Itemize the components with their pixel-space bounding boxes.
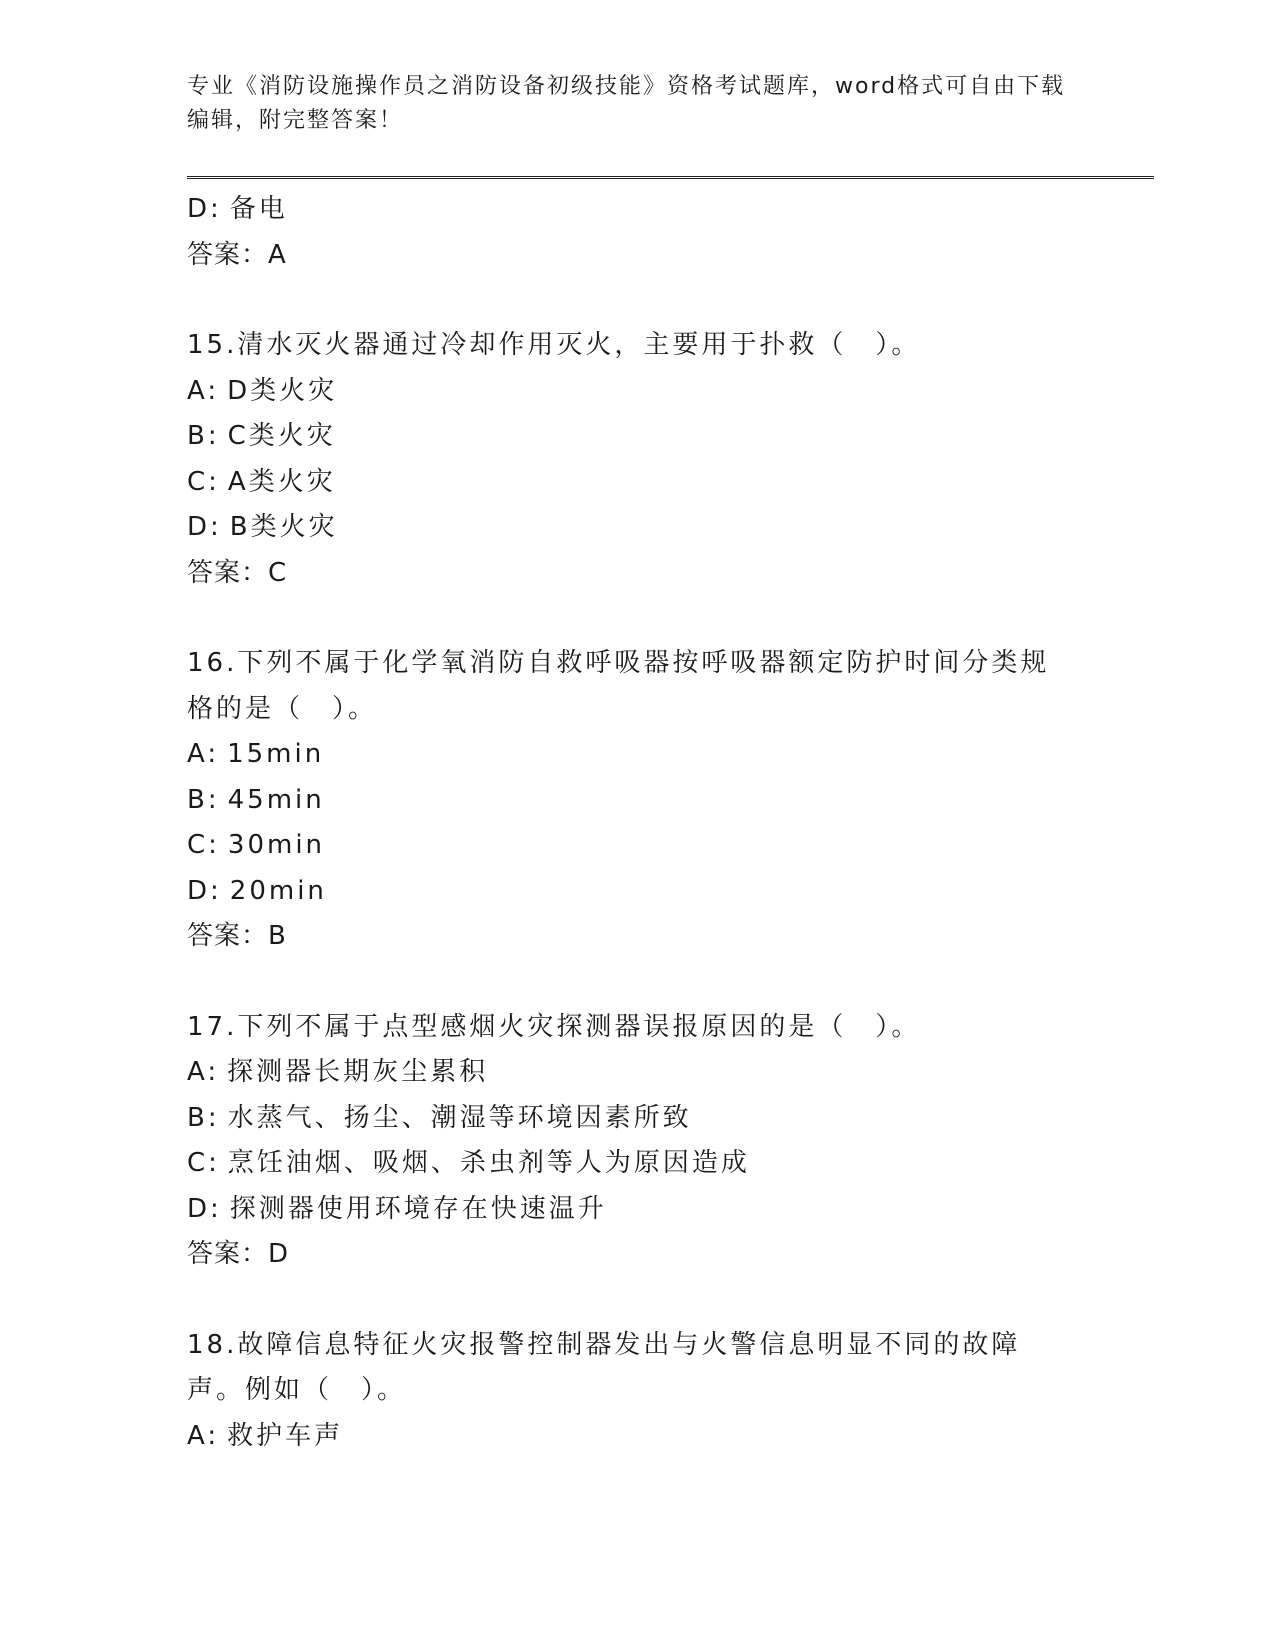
option-line [187,414,1077,460]
question-text: 下列不属于化学氧消防自救呼吸器按呼吸器额定防护时间分类规格的是（ ）。 [187,648,1050,724]
question-text: 下列不属于点型感烟火灾探测器误报原因的是（ ）。 [237,1011,921,1042]
option-text: 探测器使用环境存在快速温升 [229,1193,607,1224]
option-line [187,187,1077,233]
option-key: C: [187,830,220,860]
question-number: 17. [187,1011,238,1042]
option-line [187,1141,1077,1187]
spacer [187,960,1077,1005]
option-key: D: [187,512,222,542]
question-18 [187,1323,1077,1414]
option-text: B类火灾 [229,512,338,542]
option-key: C: [187,466,220,497]
answer-line: 答案：B [187,921,287,951]
option-text: 救护车声 [227,1420,344,1451]
option-line [187,1414,1077,1460]
spacer [187,278,1077,323]
option-text: A类火灾 [227,466,336,497]
header-text: 专业《消防设施操作员之消防设备初级技能》资格考试题库，word格式可自由下载编辑，附完整答案！ [187,74,1066,133]
option-text: 30min [227,830,326,860]
answer-line: 答案：C [187,557,288,588]
option-line [187,1050,1077,1096]
question-16 [187,641,1077,732]
option-text: D类火灾 [227,375,338,406]
option-text: 15min [227,739,325,769]
option-line [187,460,1077,506]
option-text: 20min [229,875,327,906]
page-header [187,70,1067,138]
option-line [187,823,1077,869]
option-text: 45min [227,784,325,815]
option-line [187,869,1077,915]
option-key: C: [187,1148,220,1178]
option-line [187,505,1077,551]
question-number: 18. [187,1329,238,1360]
option-key: A: [187,1420,220,1451]
question-15 [187,323,1077,369]
option-key: B: [187,1102,220,1133]
option-key: D: [187,1193,222,1224]
option-key: B: [187,421,220,451]
option-line [187,1187,1077,1233]
option-text: C类火灾 [227,421,336,451]
header-divider [187,176,1154,179]
question-content [187,187,1077,1459]
option-line [187,732,1077,778]
spacer [187,596,1077,641]
option-text: 水蒸气、扬尘、潮湿等环境因素所致 [227,1102,692,1133]
answer-line: 答案：D [187,1239,290,1269]
option-line [187,778,1077,824]
option-line [187,369,1077,415]
option-line [187,1096,1077,1142]
spacer [187,1278,1077,1323]
option-key: A: [187,1057,220,1087]
question-17 [187,1005,1077,1051]
option-key: A: [187,739,220,769]
answer-line: 答案：A [187,239,287,270]
question-number: 15. [187,330,238,360]
option-key: D: [187,194,222,224]
option-key: D: [187,875,222,906]
option-key: A: [187,375,220,406]
question-text: 故障信息特征火灾报警控制器发出与火警信息明显不同的故障声。例如（ ）。 [187,1329,1021,1405]
question-number: 16. [187,648,238,678]
option-key: B: [187,784,220,815]
option-text: 探测器长期灰尘累积 [227,1057,489,1087]
option-text: 烹饪油烟、吸烟、杀虫剂等人为原因造成 [227,1148,750,1178]
question-text: 清水灭火器通过冷却作用灭火，主要用于扑救（ ）。 [237,330,921,360]
option-text: 备电 [229,194,288,224]
